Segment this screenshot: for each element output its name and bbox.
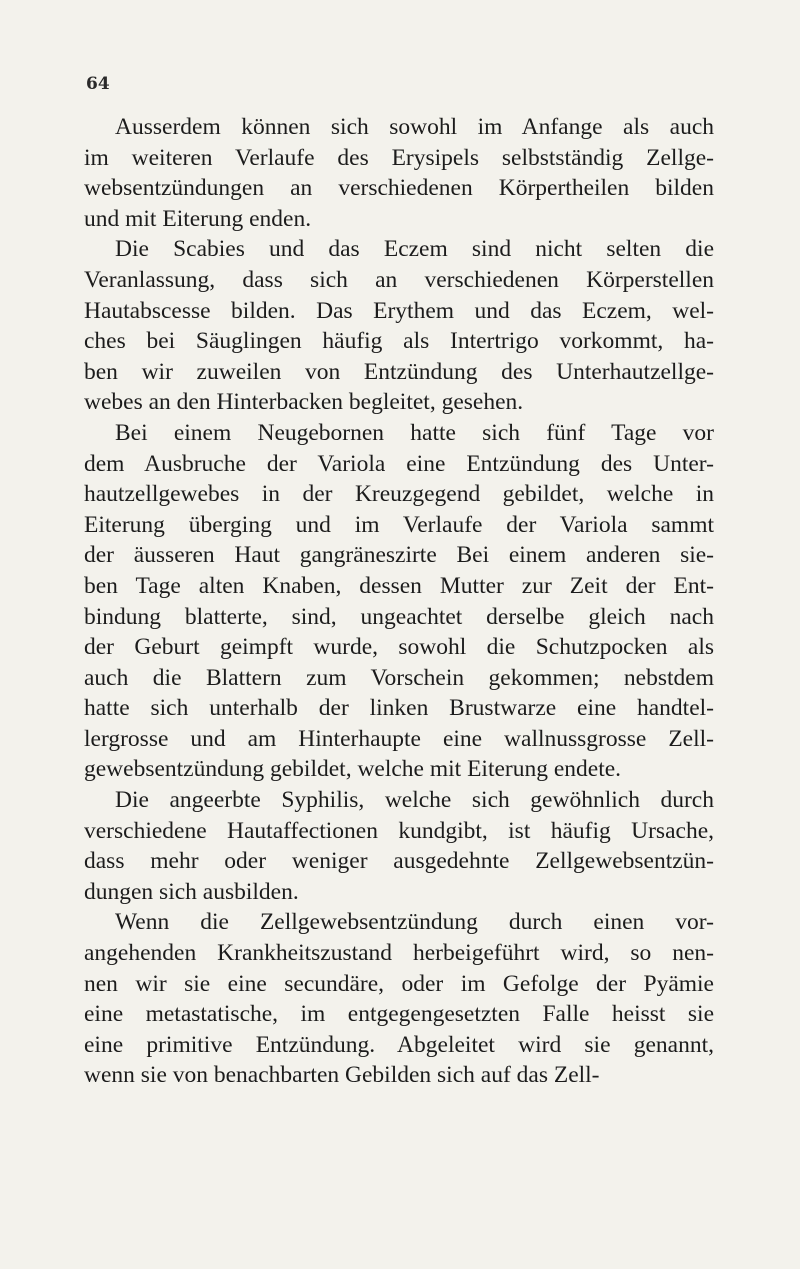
text-line: hatte sich unterhalb der linken Brustwarze eine handtel- bbox=[84, 695, 714, 722]
body-text bbox=[84, 112, 714, 1091]
text-line: Wenn die Zellgewebsentzündung durch einen vor- bbox=[115, 909, 714, 936]
text-line: ben Tage alten Knaben, dessen Mutter zur Zeit der Ent- bbox=[84, 572, 714, 599]
text-line: ches bei Säuglingen häufig als Intertrigo vorkommt, ha- bbox=[84, 328, 714, 355]
text-line: und mit Eiterung enden. bbox=[84, 205, 312, 232]
paragraph bbox=[84, 234, 714, 418]
text-line: auch die Blattern zum Vorschein gekommen; nebstdem bbox=[84, 664, 714, 691]
text-line: Bei einem Neugebornen hatte sich fünf Tage vor bbox=[115, 419, 714, 446]
text-line: nen wir sie eine secundäre, oder im Gefolge der Pyämie bbox=[84, 970, 714, 997]
text-line: Die Scabies und das Eczem sind nicht selten die bbox=[115, 236, 714, 263]
paragraph bbox=[84, 907, 714, 1091]
text-line: eine metastatische, im entgegengesetzten Falle heisst sie bbox=[84, 1001, 714, 1028]
text-line: dem Ausbruche der Variola eine Entzündung des Unter- bbox=[84, 450, 714, 477]
paragraph bbox=[84, 785, 714, 907]
text-line: der äusseren Haut gangräneszirte Bei einem anderen sie- bbox=[84, 542, 714, 569]
paragraph bbox=[84, 418, 714, 785]
text-line: Ausserdem können sich sowohl im Anfange als auch bbox=[115, 114, 714, 140]
paragraph bbox=[84, 112, 714, 234]
text-line: eine primitive Entzündung. Abgeleitet wird sie genannt, bbox=[84, 1031, 714, 1058]
text-line: dass mehr oder weniger ausgedehnte Zellgewebsentzün- bbox=[84, 848, 714, 875]
text-line: im weiteren Verlaufe des Erysipels selbstständig Zellge- bbox=[84, 144, 714, 171]
text-line: dungen sich ausbilden. bbox=[84, 878, 299, 905]
text-line: wenn sie von benachbarten Gebilden sich auf das Zell- bbox=[84, 1062, 600, 1089]
text-line: bindung blatterte, sind, ungeachtet derselbe gleich nach bbox=[84, 603, 714, 630]
text-line: Hautabscesse bilden. Das Erythem und das Eczem, wel- bbox=[84, 297, 714, 324]
text-line: websentzündungen an verschiedenen Körpertheilen bilden bbox=[84, 175, 714, 202]
text-line: Die angeerbte Syphilis, welche sich gewöhnlich durch bbox=[115, 787, 714, 814]
text-line: lergrosse und am Hinterhaupte eine wallnussgrosse Zell- bbox=[84, 725, 714, 752]
text-line: ben wir zuweilen von Entzündung des Unterhautzellge- bbox=[84, 358, 714, 385]
text-line: gewebsentzündung gebildet, welche mit Eiterung endete. bbox=[84, 756, 622, 783]
text-line: Eiterung überging und im Verlaufe der Variola sammt bbox=[84, 511, 714, 538]
text-line: hautzellgewebes in der Kreuzgegend gebildet, welche in bbox=[84, 481, 714, 508]
text-line: webes an den Hinterbacken begleitet, gesehen. bbox=[84, 389, 524, 416]
text-line: angehenden Krankheitszustand herbeigeführt wird, so nen- bbox=[84, 940, 714, 967]
text-line: verschiedene Hautaffectionen kundgibt, ist häufig Ursache, bbox=[84, 817, 714, 844]
text-line: Veranlassung, dass sich an verschiedenen Körperstellen bbox=[84, 266, 714, 293]
text-line: der Geburt geimpft wurde, sowohl die Schutzpocken als bbox=[84, 634, 714, 661]
page-number: 64 bbox=[86, 74, 110, 94]
